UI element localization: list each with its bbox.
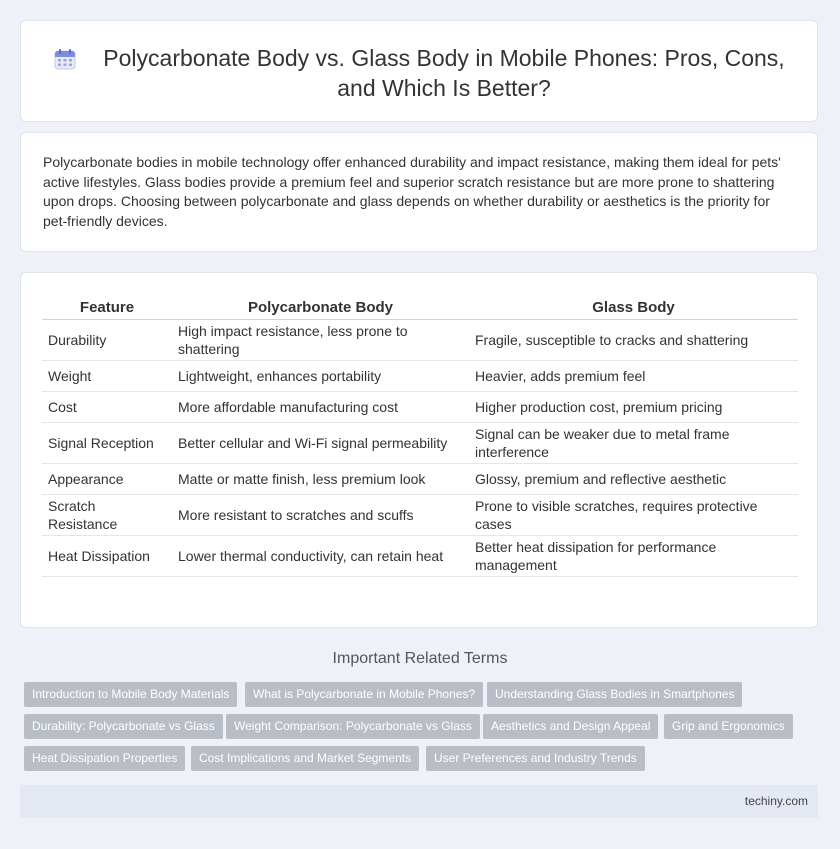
related-tag[interactable]: User Preferences and Industry Trends [426,746,645,771]
footer-site[interactable]: techiny.com [744,794,808,808]
table-cell: Heavier, adds premium feel [469,361,798,392]
footer [20,785,818,818]
related-tag[interactable]: Cost Implications and Market Segments [191,746,419,771]
table-row [42,361,798,392]
table-cell: Better heat dissipation for performance management [469,536,798,577]
header-glass: Glass Body [469,295,798,320]
table-row [42,320,798,361]
related-tag[interactable]: Weight Comparison: Polycarbonate vs Glass [226,714,480,739]
table-cell: Heat Dissipation [42,536,172,577]
comparison-table [42,295,798,577]
table-cell: Fragile, susceptible to cracks and shattering [469,320,798,361]
table-cell: Signal can be weaker due to metal frame interference [469,423,798,464]
table-cell: Better cellular and Wi-Fi signal permeability [172,423,469,464]
table-row [42,464,798,495]
table-cell: Cost [42,392,172,423]
table-cell: Prone to visible scratches, requires protective cases [469,495,798,536]
table-cell: Lower thermal conductivity, can retain heat [172,536,469,577]
related-tag[interactable]: Heat Dissipation Properties [24,746,185,771]
table-cell: More affordable manufacturing cost [172,392,469,423]
related-tag[interactable]: Aesthetics and Design Appeal [483,714,658,739]
table-row [42,392,798,423]
table-cell: Signal Reception [42,423,172,464]
table-cell: Scratch Resistance [42,495,172,536]
table-header-row [42,295,798,320]
related-tag[interactable]: Grip and Ergonomics [664,714,793,739]
table-cell: Appearance [42,464,172,495]
table-cell: Weight [42,361,172,392]
related-terms-title: Important Related Terms [332,650,508,667]
comparison-card [20,272,818,628]
table-cell: Glossy, premium and reflective aesthetic [469,464,798,495]
header-feature: Feature [42,295,172,320]
title-card [20,20,818,122]
related-tag[interactable]: Understanding Glass Bodies in Smartphones [487,682,742,707]
header-polycarbonate: Polycarbonate Body [172,295,469,320]
related-tag[interactable]: Introduction to Mobile Body Materials [24,682,237,707]
page-title: Polycarbonate Body vs. Glass Body in Mobile Phones: Pros, Cons, and Which Is Better? [103,45,785,101]
table-cell: High impact resistance, less prone to shattering [172,320,469,361]
related-tag[interactable]: What is Polycarbonate in Mobile Phones? [245,682,483,707]
calendar-icon [53,47,77,71]
intro-text: Polycarbonate bodies in mobile technology offer enhanced durability and impact resistance, making them ideal for pets' active lifestyles. Glass bodies provide a premium feel and superior scratch resistance but are more prone to shattering upon drops. Choosing between polycarbonate and glass depends on whether durability or aesthetics is the priority for pet-friendly devices. [43,154,781,229]
related-tag[interactable]: Durability: Polycarbonate vs Glass [24,714,223,739]
table-row [42,536,798,577]
intro-card [20,132,818,252]
table-cell: Lightweight, enhances portability [172,361,469,392]
table-row [42,495,798,536]
table-cell: More resistant to scratches and scuffs [172,495,469,536]
table-cell: Matte or matte finish, less premium look [172,464,469,495]
table-cell: Higher production cost, premium pricing [469,392,798,423]
table-cell: Durability [42,320,172,361]
table-row [42,423,798,464]
